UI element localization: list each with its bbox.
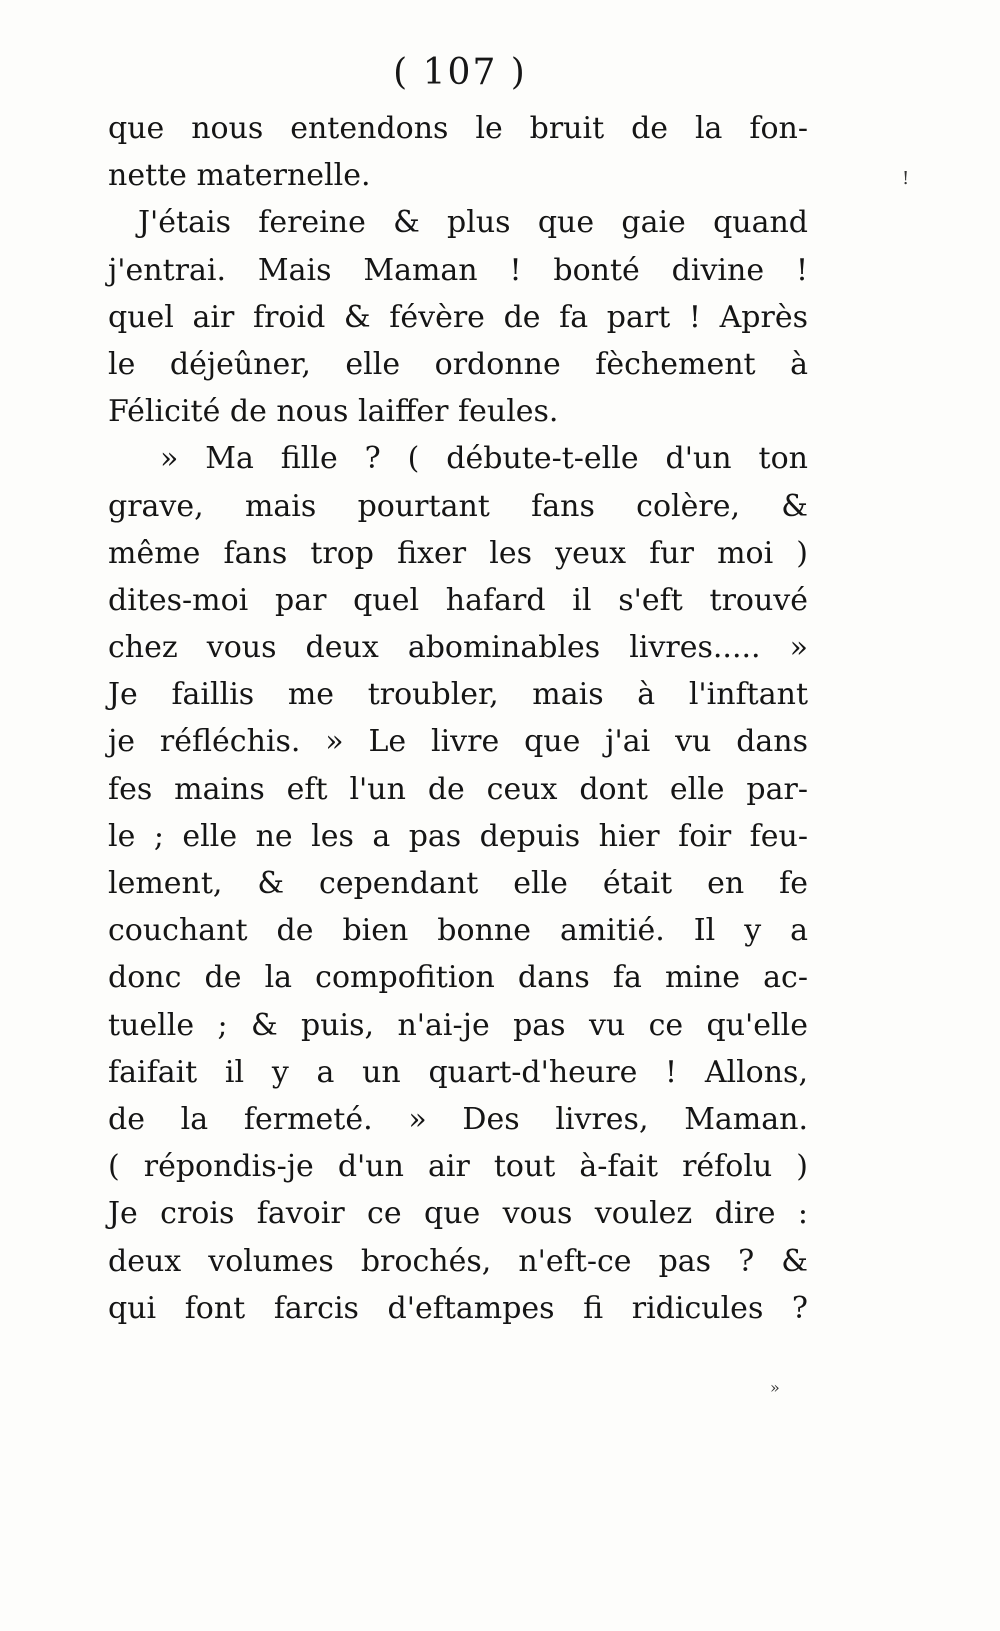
text-line: même fans trop fixer les yeux fur moi ) — [108, 535, 808, 571]
body-text — [108, 105, 808, 1332]
text-line: Félicité de nous laiffer feules. — [108, 394, 559, 430]
text-line: J'étais fereine & plus que gaie quand — [138, 205, 808, 241]
margin-mark: » — [770, 1378, 780, 1397]
text-line: grave, mais pourtant fans colère, & — [108, 488, 808, 524]
text-line: » Ma fille ? ( débute-t-elle d'un ton — [160, 441, 808, 477]
text-line: quel air froid & févère de fa part ! Après — [108, 299, 808, 335]
text-line: le ; elle ne les a pas depuis hier foir feu- — [108, 818, 808, 854]
text-line: faifait il y a un quart-d'heure ! Allons, — [108, 1054, 808, 1090]
text-line: deux volumes brochés, n'eft-ce pas ? & — [108, 1243, 808, 1279]
text-line: Je crois favoir ce que vous voulez dire : — [108, 1196, 808, 1232]
text-line: j'entrai. Mais Maman ! bonté divine ! — [108, 252, 808, 288]
margin-mark: ! — [902, 168, 910, 189]
text-line: couchant de bien bonne amitié. Il y a — [108, 913, 808, 949]
text-line: de la fermeté. » Des livres, Maman. — [108, 1101, 808, 1137]
text-line: que nous entendons le bruit de la fon- — [108, 111, 808, 146]
text-line: le déjeûner, elle ordonne fèchement à — [108, 346, 808, 382]
text-line: dites-moi par quel hafard il s'eft trouvé — [108, 582, 808, 618]
page-number: ( 107 ) — [393, 52, 527, 93]
text-line: qui font farcis d'eftampes fi ridicules ? — [108, 1290, 808, 1326]
text-line: Je faillis me troubler, mais à l'inftant — [108, 677, 808, 713]
text-line: fes mains eft l'un de ceux dont elle par- — [108, 771, 808, 807]
text-line: tuelle ; & puis, n'ai-je pas vu ce qu'elle — [108, 1007, 808, 1043]
text-line: je réfléchis. » Le livre que j'ai vu dans — [108, 724, 808, 760]
text-line: donc de la compofition dans fa mine ac- — [108, 960, 808, 996]
text-line: nette maternelle. — [108, 158, 371, 194]
text-line: ( répondis-je d'un air tout à-fait réfolu ) — [108, 1149, 808, 1185]
text-line: lement, & cependant elle était en fe — [108, 866, 808, 901]
text-line: chez vous deux abominables livres..... » — [108, 630, 808, 666]
